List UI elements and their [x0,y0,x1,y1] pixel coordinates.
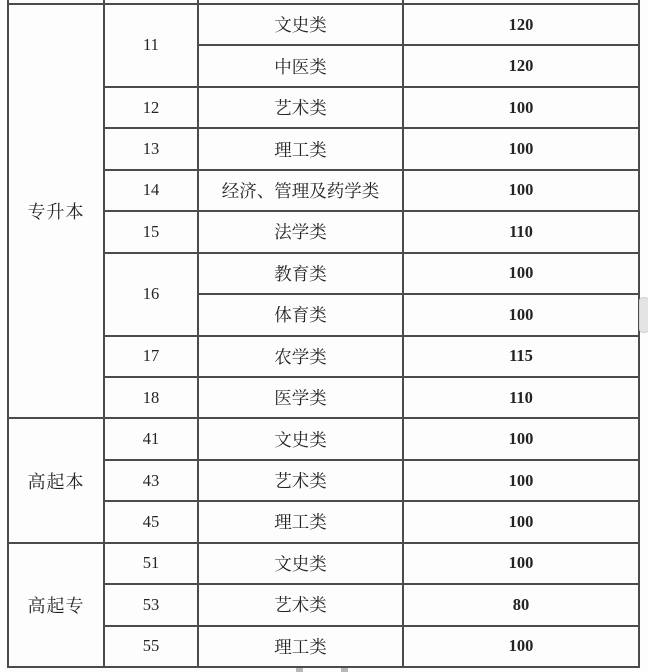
subject-cell: 文史类 [198,4,403,45]
cropped-text-fragment [341,668,348,672]
score-cell: 100 [403,128,639,169]
subject-cell: 理工类 [198,626,403,667]
subject-cell: 文史类 [198,543,403,584]
category-cell: 专升本 [8,4,104,418]
score-cell: 115 [403,336,639,377]
subject-cell: 法学类 [198,211,403,252]
subject-cell: 艺术类 [198,87,403,128]
code-cell: 12 [104,87,198,128]
subject-cell: 理工类 [198,501,403,542]
cropped-text-fragment [296,668,303,672]
code-cell: 45 [104,501,198,542]
score-cell: 120 [403,45,639,86]
score-cell: 110 [403,377,639,418]
code-cell: 18 [104,377,198,418]
subject-cell: 农学类 [198,336,403,377]
subject-cell: 艺术类 [198,460,403,501]
score-cell: 80 [403,584,639,625]
score-cell: 110 [403,211,639,252]
admission-score-table [7,0,640,668]
subject-cell: 艺术类 [198,584,403,625]
code-cell: 15 [104,211,198,252]
scrollbar-thumb[interactable] [639,297,648,333]
score-cell: 100 [403,501,639,542]
code-cell: 14 [104,170,198,211]
category-cell: 高起专 [8,543,104,667]
code-cell: 13 [104,128,198,169]
score-cell: 100 [403,460,639,501]
code-cell: 16 [104,253,198,336]
subject-cell: 中医类 [198,45,403,86]
subject-cell: 医学类 [198,377,403,418]
score-cell: 100 [403,253,639,294]
subject-cell: 理工类 [198,128,403,169]
code-cell: 43 [104,460,198,501]
subject-cell: 文史类 [198,418,403,459]
subject-cell: 教育类 [198,253,403,294]
code-cell: 55 [104,626,198,667]
code-cell: 17 [104,336,198,377]
score-cell: 100 [403,294,639,335]
table-row [8,4,639,45]
score-cell: 100 [403,543,639,584]
score-cell: 100 [403,626,639,667]
score-cell: 120 [403,4,639,45]
category-cell: 高起本 [8,418,104,542]
code-cell: 11 [104,4,198,87]
code-cell: 41 [104,418,198,459]
code-cell: 53 [104,584,198,625]
code-cell: 51 [104,543,198,584]
score-cell: 100 [403,170,639,211]
table-row [8,418,639,459]
subject-cell: 经济、管理及药学类 [198,170,403,211]
score-cell: 100 [403,87,639,128]
score-cell: 100 [403,418,639,459]
table-row [8,543,639,584]
subject-cell: 体育类 [198,294,403,335]
